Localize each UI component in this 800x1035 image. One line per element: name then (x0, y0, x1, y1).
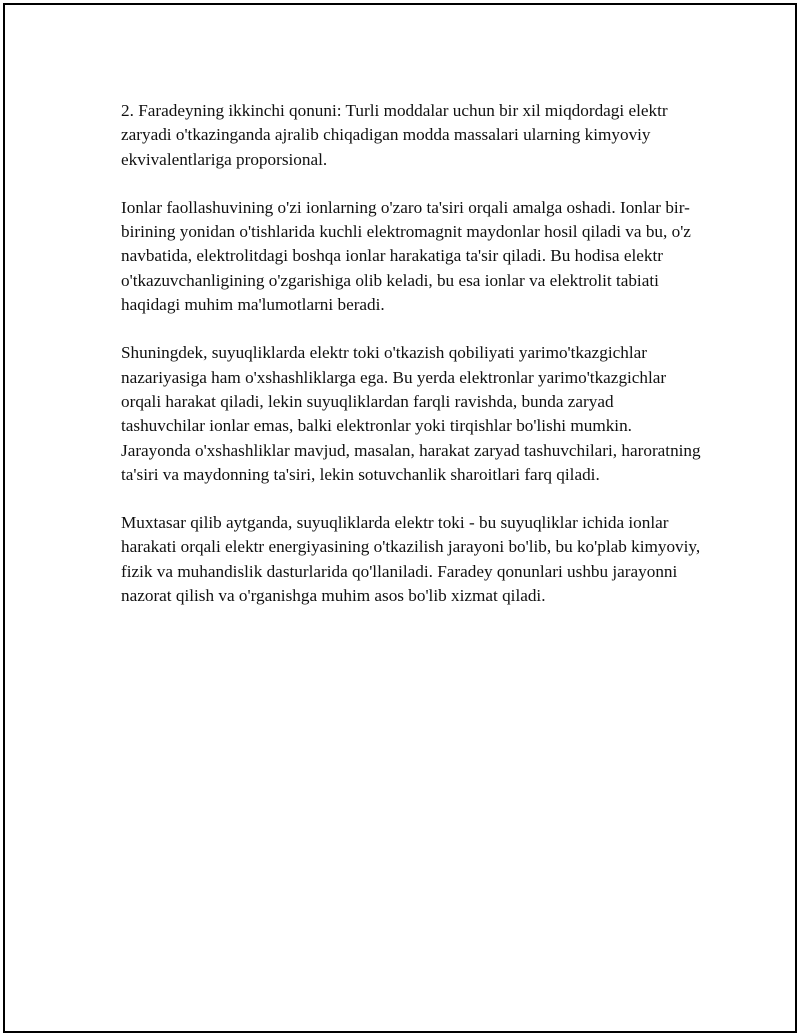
paragraph-summary: Muxtasar qilib aytganda, suyuqliklarda elektr toki - bu suyuqliklar ichida ionlar harakati orqali elektr energiyasining o'tkazilish jarayoni bo'lib, bu ko'plab kimyoviy, fizik va muhandislik dasturlarida qo'llaniladi. Faradey qonunlari ushbu jarayonni nazorat qilish va o'rganishga muhim asos bo'lib xizmat qiladi. (121, 513, 701, 606)
paragraph-semiconductor-analogy: Shuningdek, suyuqliklarda elektr toki o'tkazish qobiliyati yarimo'tkazgichlar nazariyasiga ham o'xshashliklarga ega. Bu yerda elektronlar yarimo'tkazgichlar orqali harakat qiladi, lekin suyuqliklardan farqli ravishda, bunda zaryad tashuvchilar ionlar emas, balki elektronlar yoki tirqishlar bo'lishi mumkin. Jarayonda o'xshashliklar mavjud, masalan, harakat zaryad tashuvchilari, haroratning ta'siri va maydonning ta'siri, lekin sotuvchanlik sharoitlari farq qiladi. (121, 343, 701, 484)
paragraph-ion-activation: Ionlar faollashuvining o'zi ionlarning o'zaro ta'siri orqali amalga oshadi. Ionlar bir-birining yonidan o'tishlarida kuchli elektromagnit maydonlar hosil qiladi va bu, o'z navbatida, elektrolitdagi boshqa ionlar harakatiga ta'sir qiladi. Bu hodisa elektr o'tkazuvchanligining o'zgarishiga olib keladi, bu esa ionlar va elektrolit tabiati haqidagi muhim ma'lumotlarni beradi. (121, 197, 691, 315)
document-body (121, 99, 701, 632)
paragraph-faraday-second-law: 2. Faradeyning ikkinchi qonuni: Turli moddalar uchun bir xil miqdordagi elektr zaryadi o'tkazinganda ajralib chiqadigan modda massalari ularning kimyoviy ekvivalentlariga proporsional. (121, 101, 668, 169)
page-border (3, 3, 797, 1033)
